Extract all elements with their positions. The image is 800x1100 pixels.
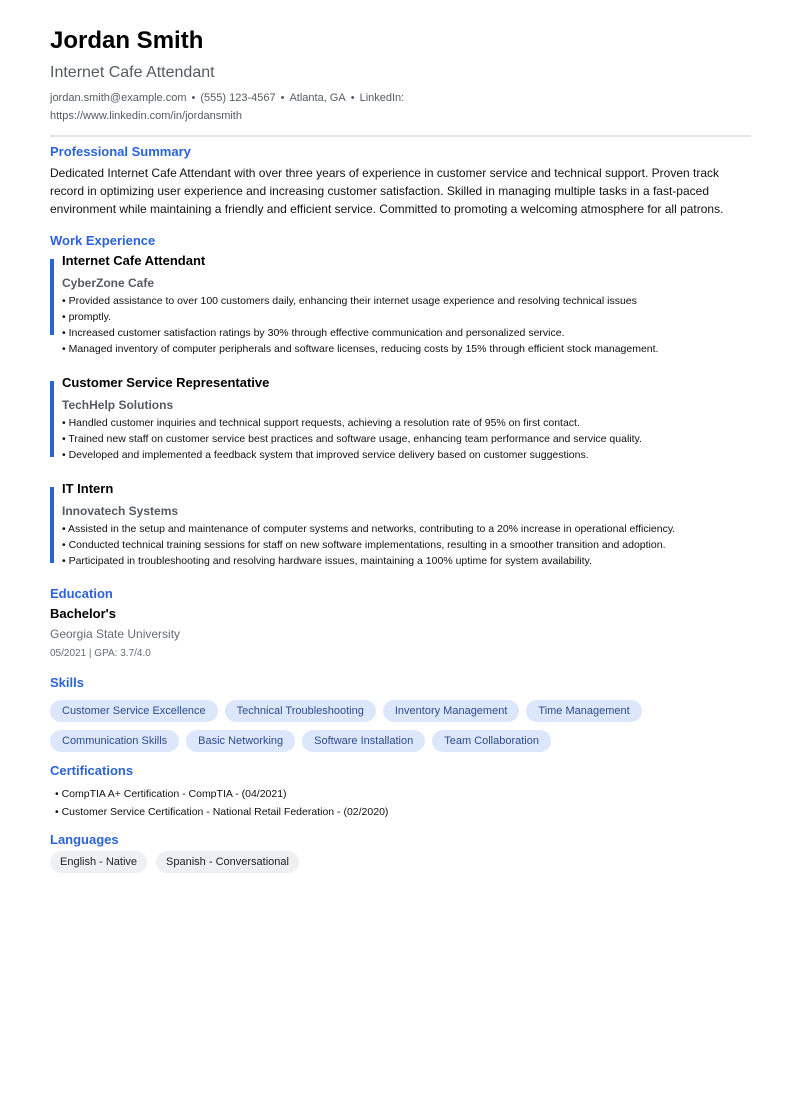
job-accent-bar bbox=[50, 381, 54, 457]
contact-separator: • bbox=[191, 92, 196, 104]
certifications-heading: Certifications bbox=[50, 763, 134, 778]
skill-tag: Communication Skills bbox=[50, 730, 179, 752]
skill-tag: Team Collaboration bbox=[432, 730, 551, 752]
job-bullet: • Provided assistance to over 100 customers daily, enhancing their internet usage experience and resolving technical issues bbox=[62, 295, 637, 307]
job-company: Innovatech Systems bbox=[62, 504, 179, 518]
skill-tag: Software Installation bbox=[302, 730, 425, 752]
education-heading: Education bbox=[50, 586, 113, 601]
header-divider bbox=[50, 135, 751, 137]
job-bullet: • Increased customer satisfaction ratings by 30% through effective communication and personalized service. bbox=[62, 327, 565, 339]
language-tag: English - Native bbox=[50, 851, 147, 873]
language-tag: Spanish - Conversational bbox=[156, 851, 299, 873]
education-section bbox=[50, 585, 751, 661]
job-bullet: • promptly. bbox=[62, 311, 111, 323]
experience-heading: Work Experience bbox=[50, 233, 156, 248]
certification-item: • CompTIA A+ Certification - CompTIA - (04/2021) bbox=[55, 788, 287, 800]
job-bullet: • Handled customer inquiries and technical support requests, achieving a resolution rate of 95% on first contact. bbox=[62, 417, 580, 429]
job-accent-bar bbox=[50, 487, 54, 563]
job-bullet: • Trained new staff on customer service best practices and software usage, enhancing team performance and service quality. bbox=[62, 433, 642, 445]
skill-tag: Customer Service Excellence bbox=[50, 700, 218, 722]
summary-text: Dedicated Internet Cafe Attendant with over three years of experience in customer service and technical support. Proven track record in optimizing user experience and increasing customer satisfaction. Skilled in managing multiple tasks in a fast-paced environment while maintaining a friendly and efficient service. Committed to promoting a welcoming atmosphere for all patrons. bbox=[50, 166, 724, 216]
languages-heading: Languages bbox=[50, 832, 119, 847]
job-title: Customer Service Representative bbox=[62, 375, 270, 390]
job-bullets bbox=[62, 415, 751, 463]
skill-tag: Inventory Management bbox=[383, 700, 520, 722]
job-entry bbox=[50, 252, 751, 357]
job-title: Internet Cafe Attendant bbox=[62, 253, 206, 268]
languages-section bbox=[50, 831, 751, 873]
job-company: TechHelp Solutions bbox=[62, 398, 174, 412]
skills-heading: Skills bbox=[50, 675, 84, 690]
contact-linkedin-label: LinkedIn: bbox=[359, 92, 405, 104]
job-bullet: • Developed and implemented a feedback system that improved service delivery based on customer suggestions. bbox=[62, 449, 589, 461]
education-school: Georgia State University bbox=[50, 627, 181, 641]
job-entry bbox=[50, 480, 751, 569]
contact-separator: • bbox=[350, 92, 355, 104]
certifications-list bbox=[55, 785, 751, 821]
skill-tag: Technical Troubleshooting bbox=[225, 700, 376, 722]
certifications-section bbox=[50, 762, 751, 821]
job-bullet: • Conducted technical training sessions for staff on new software implementations, resulting in a smoother transition and adoption. bbox=[62, 539, 666, 551]
contact-phone[interactable]: (555) 123-4567 bbox=[200, 92, 276, 104]
skill-tag: Basic Networking bbox=[186, 730, 295, 752]
resume-content bbox=[50, 26, 751, 873]
candidate-title: Internet Cafe Attendant bbox=[50, 64, 215, 81]
summary-heading: Professional Summary bbox=[50, 144, 191, 159]
skills-section bbox=[50, 674, 751, 752]
job-bullets bbox=[62, 293, 751, 357]
skill-tag: Time Management bbox=[526, 700, 641, 722]
job-entry bbox=[50, 374, 751, 463]
education-degree: Bachelor's bbox=[50, 606, 116, 621]
job-title: IT Intern bbox=[62, 481, 114, 496]
certification-item: • Customer Service Certification - National Retail Federation - (02/2020) bbox=[55, 806, 389, 818]
contact-email[interactable]: jordan.smith@example.com bbox=[50, 92, 187, 104]
job-bullets bbox=[62, 521, 751, 569]
education-meta: 05/2021 | GPA: 3.7/4.0 bbox=[50, 648, 151, 659]
summary-section bbox=[50, 143, 751, 218]
job-bullet: • Participated in troubleshooting and resolving hardware issues, maintaining a 100% uptime for system availability. bbox=[62, 555, 592, 567]
contact-location: Atlanta, GA bbox=[289, 92, 346, 104]
job-company: CyberZone Cafe bbox=[62, 276, 155, 290]
job-bullet: • Assisted in the setup and maintenance of computer systems and networks, contributing to a 20% increase in operational efficiency. bbox=[62, 523, 676, 535]
job-bullet: • Managed inventory of computer peripherals and software licenses, reducing costs by 15% through efficient stock management. bbox=[62, 343, 659, 355]
contact-linkedin-url[interactable]: https://www.linkedin.com/in/jordansmith bbox=[50, 110, 242, 122]
languages-list bbox=[50, 851, 751, 873]
job-accent-bar bbox=[50, 259, 54, 335]
candidate-name: Jordan Smith bbox=[50, 27, 204, 54]
resume-header bbox=[50, 26, 751, 125]
contact-info bbox=[50, 89, 410, 125]
experience-section bbox=[50, 232, 751, 569]
skills-list bbox=[50, 700, 751, 752]
contact-separator: • bbox=[280, 92, 285, 104]
